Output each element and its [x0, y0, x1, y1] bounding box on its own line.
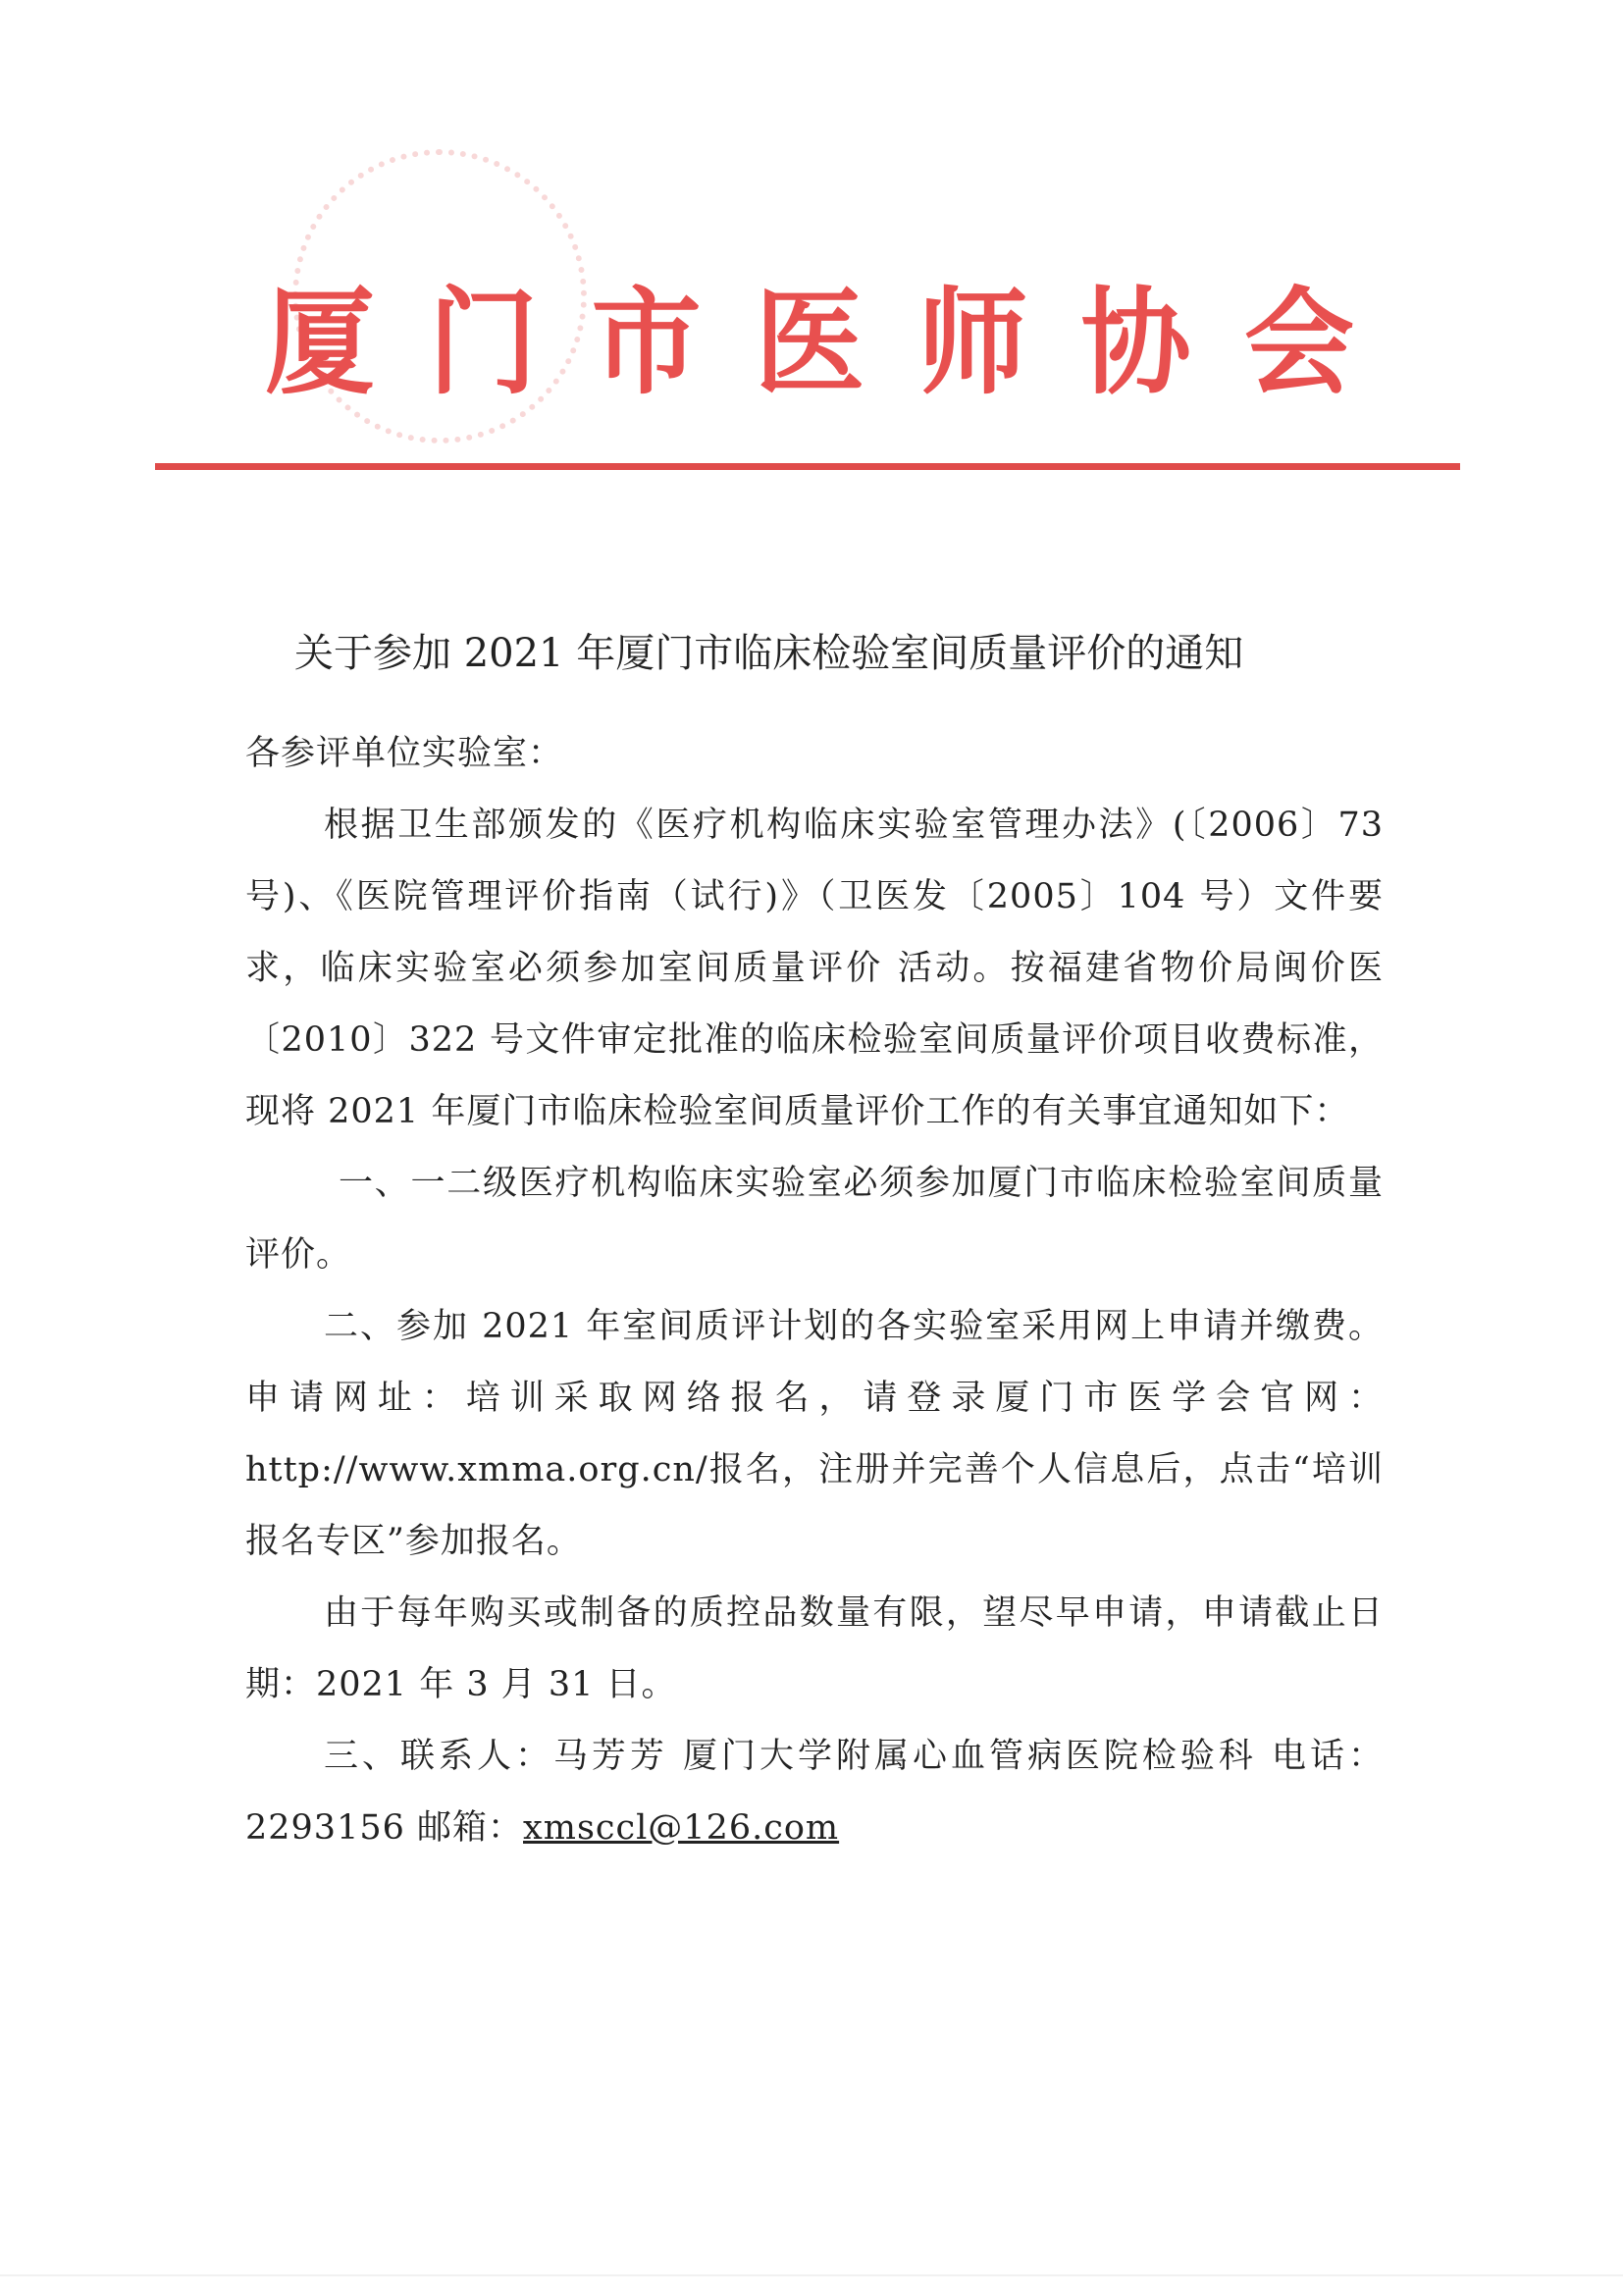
letterhead-char: 会 [1243, 275, 1354, 411]
scan-edge-line [0, 2274, 1623, 2276]
contact-email-link[interactable]: xmsccl@126.com [523, 1808, 840, 1848]
letterhead-char: 门 [428, 275, 539, 411]
letterhead-org-name [265, 270, 1354, 417]
paragraph-deadline: 由于每年购买或制备的质控品数量有限，望尽早申请，申请截止日期：2021 年 3 月 31 日。 [245, 1593, 1384, 1704]
letterhead-char: 市 [591, 275, 702, 411]
letterhead-char: 师 [917, 275, 1028, 411]
paragraph-item-two: 二、参加 2021 年室间质评计划的各实验室采用网上申请并缴费。申请网址：培训采取网络报名，请登录厦门市医学会官网：http://www.xmma.org.cn/报名，注册并完善个人信息后，点击“培训报名专区”参加报名。 [245, 1307, 1384, 1561]
contact-text: 三、联系人：马芳芳 厦门大学附属心血管病医院检验科 电话：2293156 邮箱： [245, 1737, 1384, 1848]
paragraph-contact [245, 1721, 1384, 1864]
letterhead-char: 协 [1080, 275, 1191, 411]
paragraph-intro: 根据卫生部颁发的《医疗机构临床实验室管理办法》(〔2006〕73号)、《医院管理评价指南（试行)》（卫医发〔2005〕104 号）文件要求，临床实验室必须参加室间质量评价 活动。按福建省物价局闽价医〔2010〕322 号文件审定批准的临床检验室间质量评价项目收费标准，现将 2021 年厦门市临床检验室间质量评价工作的有关事宜通知如下： [245, 806, 1384, 1131]
notice-body [245, 718, 1384, 1864]
letterhead-divider [155, 463, 1460, 470]
notice-title: 关于参加 2021 年厦门市临床检验室间质量评价的通知 [294, 631, 1244, 676]
letterhead-char: 医 [754, 275, 864, 411]
letterhead-char: 厦 [265, 275, 375, 411]
salutation: 各参评单位实验室： [245, 734, 564, 773]
paragraph-item-one: 一、一二级医疗机构临床实验室必须参加厦门市临床检验室间质量评价。 [245, 1164, 1384, 1275]
